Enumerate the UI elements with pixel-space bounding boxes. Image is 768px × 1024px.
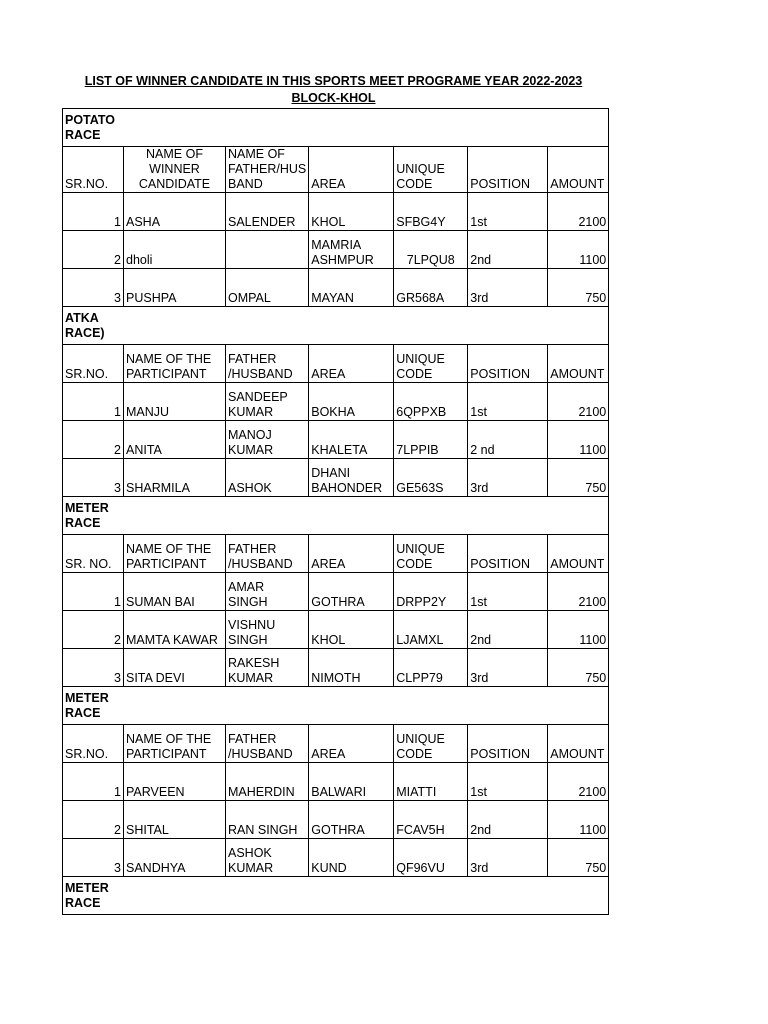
cell-area: MAYAN [309,269,394,307]
cell-name: PUSHPA [124,269,226,307]
cell-sr: 3 [63,269,124,307]
cell-amount: 750 [548,839,609,877]
column-header: NAME OF THE PARTICIPANT [124,725,226,763]
table-header-row [63,147,609,193]
cell-father: RAKESH KUMAR [226,649,309,687]
cell-code: 7LPPIB [394,421,468,459]
cell-name: SHITAL [124,801,226,839]
cell-position: 2 nd [468,421,548,459]
cell-position: 1st [468,383,548,421]
section-title [63,687,609,725]
cell-position: 1st [468,573,548,611]
section-title [63,877,609,915]
cell-position: 1st [468,193,548,231]
cell-area: KHOL [309,193,394,231]
section-title-row [63,109,609,147]
cell-area: KUND [309,839,394,877]
cell-area: KHALETA [309,421,394,459]
cell-sr: 3 [63,839,124,877]
cell-father: SALENDER [226,193,309,231]
cell-code: DRPP2Y [394,573,468,611]
column-header: UNIQUE CODE [394,535,468,573]
section-title-word: RACE [65,705,101,720]
section-title-word: ATKA [65,310,99,325]
cell-name: ASHA [124,193,226,231]
cell-code: 7LPQU8 [394,231,468,269]
section-title [63,307,609,345]
table-row [63,763,609,801]
section-title-row [63,877,609,915]
section-title-word: METER [65,690,109,705]
section-title-word: METER [65,880,109,895]
cell-name: PARVEEN [124,763,226,801]
column-header: UNIQUE CODE [394,725,468,763]
table-row [63,231,609,269]
cell-amount: 2100 [548,573,609,611]
cell-position: 3rd [468,459,548,497]
cell-amount: 2100 [548,763,609,801]
cell-code: FCAV5H [394,801,468,839]
column-header: AMOUNT [548,535,609,573]
section-title-row [63,497,609,535]
cell-code: 6QPPXB [394,383,468,421]
cell-code: SFBG4Y [394,193,468,231]
cell-father: AMAR SINGH [226,573,309,611]
cell-sr: 3 [63,459,124,497]
table-row [63,459,609,497]
section-title-word: RACE) [65,325,105,340]
cell-area: GOTHRA [309,573,394,611]
cell-amount: 1100 [548,231,609,269]
column-header: UNIQUE CODE [394,345,468,383]
cell-father: ASHOK [226,459,309,497]
section-title-word: RACE [65,515,101,530]
column-header: FATHER /HUSBAND [226,535,309,573]
column-header: POSITION [468,147,548,193]
cell-amount: 1100 [548,801,609,839]
cell-area: MAMRIA ASHMPUR [309,231,394,269]
cell-amount: 2100 [548,193,609,231]
cell-father: SANDEEP KUMAR [226,383,309,421]
table-row [63,193,609,231]
table-row [63,801,609,839]
cell-sr: 3 [63,649,124,687]
column-header: AMOUNT [548,725,609,763]
cell-father: MANOJ KUMAR [226,421,309,459]
cell-amount: 1100 [548,421,609,459]
column-header: AREA [309,535,394,573]
section-title-word: METER [65,500,109,515]
column-header: NAME OF THE PARTICIPANT [124,535,226,573]
cell-name: dholi [124,231,226,269]
cell-amount: 750 [548,649,609,687]
cell-name: ANITA [124,421,226,459]
column-header: AMOUNT [548,345,609,383]
section-title [63,109,609,147]
table-row [63,649,609,687]
section-title-row [63,307,609,345]
cell-amount: 1100 [548,611,609,649]
cell-code: QF96VU [394,839,468,877]
cell-area: BALWARI [309,763,394,801]
cell-father: MAHERDIN [226,763,309,801]
cell-amount: 750 [548,269,609,307]
section-title [63,497,609,535]
table-header-row [63,725,609,763]
cell-sr: 1 [63,763,124,801]
column-header: UNIQUE CODE [394,147,468,193]
winners-table [62,108,609,915]
cell-area: GOTHRA [309,801,394,839]
column-header: FATHER /HUSBAND [226,345,309,383]
column-header: NAME OF FATHER/HUS BAND [226,147,309,193]
cell-area: DHANI BAHONDER [309,459,394,497]
cell-father: OMPAL [226,269,309,307]
cell-code: GE563S [394,459,468,497]
cell-code: LJAMXL [394,611,468,649]
cell-father [226,231,309,269]
cell-code: MIATTI [394,763,468,801]
column-header: POSITION [468,345,548,383]
cell-name: MAMTA KAWAR [124,611,226,649]
table-header-row [63,535,609,573]
cell-sr: 2 [63,421,124,459]
cell-code: CLPP79 [394,649,468,687]
cell-sr: 2 [63,801,124,839]
cell-position: 2nd [468,231,548,269]
column-header: NAME OF WINNER CANDIDATE [124,147,226,193]
table-row [63,611,609,649]
cell-position: 2nd [468,611,548,649]
cell-position: 2nd [468,801,548,839]
column-header: SR.NO. [63,725,124,763]
cell-position: 3rd [468,839,548,877]
cell-area: KHOL [309,611,394,649]
table-row [63,421,609,459]
cell-amount: 750 [548,459,609,497]
cell-position: 3rd [468,269,548,307]
table-row [63,839,609,877]
column-header: AREA [309,725,394,763]
column-header: SR.NO. [63,345,124,383]
column-header: POSITION [468,535,548,573]
column-header: NAME OF THE PARTICIPANT [124,345,226,383]
cell-amount: 2100 [548,383,609,421]
cell-father: RAN SINGH [226,801,309,839]
column-header: AREA [309,147,394,193]
cell-area: NIMOTH [309,649,394,687]
table-row [63,383,609,421]
cell-father: VISHNU SINGH [226,611,309,649]
table-row [63,269,609,307]
cell-sr: 1 [63,193,124,231]
column-header: AREA [309,345,394,383]
section-title-word: RACE [65,895,101,910]
table-row [63,573,609,611]
document-title: LIST OF WINNER CANDIDATE IN THIS SPORTS MEET PROGRAME YEAR 2022-2023 [84,74,583,88]
column-header: FATHER /HUSBAND [226,725,309,763]
cell-father: ASHOK KUMAR [226,839,309,877]
section-title-word: RACE [65,127,101,142]
cell-sr: 1 [63,383,124,421]
cell-sr: 1 [63,573,124,611]
column-header: SR. NO. [63,535,124,573]
section-title-word: POTATO [65,112,115,127]
cell-position: 1st [468,763,548,801]
cell-name: SANDHYA [124,839,226,877]
table-header-row [63,345,609,383]
cell-code: GR568A [394,269,468,307]
column-header: POSITION [468,725,548,763]
cell-name: SHARMILA [124,459,226,497]
cell-area: BOKHA [309,383,394,421]
column-header: AMOUNT [548,147,609,193]
cell-position: 3rd [468,649,548,687]
cell-sr: 2 [63,611,124,649]
cell-name: SUMAN BAI [124,573,226,611]
cell-name: SITA DEVI [124,649,226,687]
cell-sr: 2 [63,231,124,269]
block-title: BLOCK-KHOL [291,91,376,105]
cell-name: MANJU [124,383,226,421]
section-title-row [63,687,609,725]
column-header: SR.NO. [63,147,124,193]
